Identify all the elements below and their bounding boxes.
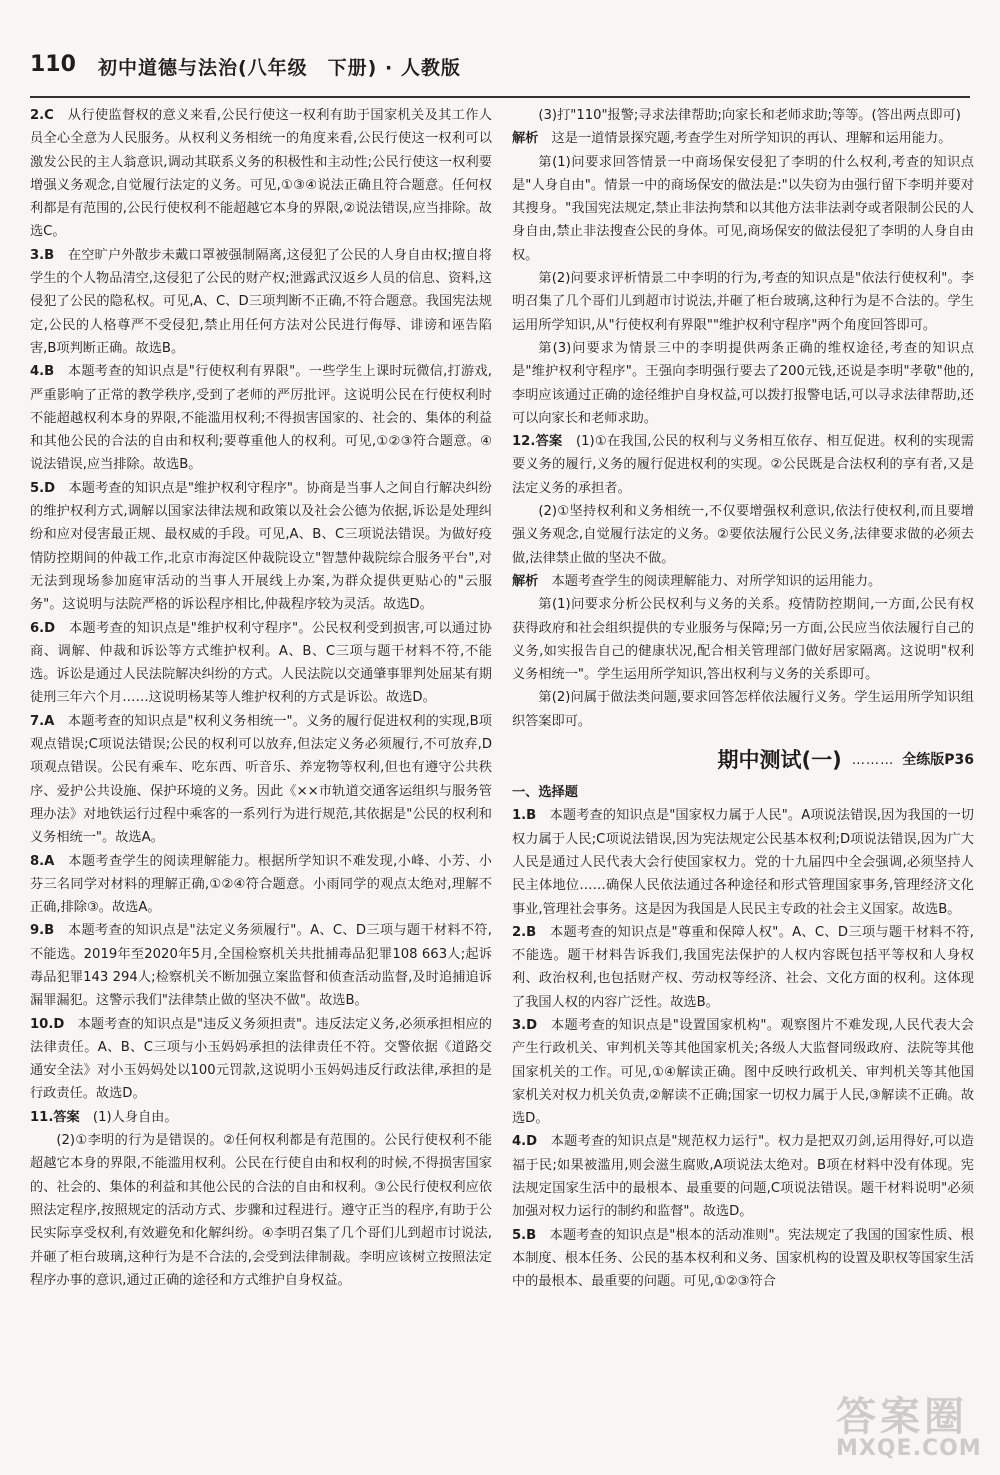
answer-paragraph	[512, 921, 974, 1014]
answer-text: 本题考查学生的阅读理解能力、对所学知识的运用能力。	[538, 573, 882, 589]
answers-continued	[512, 104, 974, 733]
book-title: 初中道德与法治(八年级 下册) · 人教版	[98, 57, 461, 79]
answer-paragraph	[30, 850, 492, 920]
answer-paragraph	[512, 1224, 974, 1294]
question-number: 7.A	[30, 713, 55, 729]
answer-paragraph	[512, 267, 974, 337]
answer-text: 在空旷户外散步未戴口罩被强制隔离,这侵犯了公民的人身自由权;擅自将学生的个人物品清空,这侵犯了公民的财产权;泄露武汉返乡人员的信息、资料,这侵犯了公民的隐私权。可见,A、C、D三项判断不正确,不符合题意。我国宪法规定,公民的人格尊严不受侵犯,禁止用任何方法对公民进行侮辱、诽谤和诬告陷害,B项判断正确。故选B。	[30, 247, 492, 356]
page-number: 110	[30, 52, 76, 77]
answer-paragraph	[30, 1013, 492, 1106]
answer-paragraph	[512, 430, 974, 500]
answer-paragraph	[512, 570, 974, 593]
answer-paragraph	[30, 710, 492, 850]
question-number: 3.D	[512, 1017, 538, 1033]
answer-text: 本题考查的知识点是"规范权力运行"。权力是把双刃剑,运用得好,可以造福于民;如果被滥用,则会滋生腐败,A项说法太绝对。B项在材料中没有体现。宪法规定国家生活中的最根本、最重要的问题,C项说法错误。题干材料说明"必须加强对权力运行的制约和监督"。故选D。	[512, 1134, 974, 1220]
answer-text: (1)人身自由。	[79, 1109, 178, 1125]
answer-paragraph	[512, 104, 974, 127]
question-number: 11.答案	[30, 1109, 80, 1125]
answer-text: 这是一道情景探究题,考查学生对所学知识的再认、理解和运用能力。	[538, 131, 952, 147]
answer-paragraph	[512, 593, 974, 686]
question-number: 2.C	[30, 108, 54, 123]
answer-paragraph	[512, 127, 974, 150]
answer-paragraph	[30, 477, 492, 617]
answer-text: 本题考查的知识点是"国家权力属于人民"。A项说法错误,因为我国的一切权力属于人民;C项说法错误,因为宪法规定公民基本权利;D项说法错误,因为广大人民是通过人民代表大会行使国家权力。党的十九届四中全会强调,必须坚持人民主体地位……确保人民依法通过各种途径和形式管理国家事务,管理经济文化事业,管理社会事务。这是因为我国是人民民主专政的社会主义国家。故选B。	[512, 808, 974, 917]
answer-paragraph	[30, 1106, 492, 1129]
answer-text: (3)打"110"报警;寻求法律帮助;向家长和老师求助;等等。(答出两点即可)	[538, 108, 961, 123]
answer-paragraph	[512, 1130, 974, 1223]
answer-text: 第(1)问要求分析公民权利与义务的关系。疫情防控期间,一方面,公民有权获得政府和社会组织提供的专业服务与保障;另一方面,公民应当依法履行自己的义务,如实报告自己的健康状况,配合相关管理部门做好居家隔离。这说明"权利义务相统一"。学生运用所学知识,答出权利与义务的关系即可。	[512, 597, 974, 683]
answer-text: 本题考查的知识点是"维护权利守程序"。公民权利受到损害,可以通过协商、调解、仲裁和诉讼等方式维护权利。A、B、C三项与题干材料不符,不能选。诉讼是通过人民法院解决纠纷的方式。人民法院以交通肇事罪判处屈某有期徒刑三年六个月……这说明杨某等人维护权利的方式是诉讼。故选D。	[30, 620, 492, 706]
answer-paragraph	[512, 337, 974, 430]
answer-paragraph	[30, 104, 492, 244]
answer-paragraph	[512, 686, 974, 733]
section-heading	[512, 741, 974, 781]
question-number: 解析	[512, 573, 539, 589]
answer-text: 本题考查的知识点是"行使权利有界限"。一些学生上课时玩微信,打游戏,严重影响了正常的教学秩序,受到了老师的严厉批评。这说明公民在行使权利时不能超越权利本身的界限,不能滥用权利;不得损害国家的、社会的、集体的利益和其他公民的合法的自由和权利;要尊重他人的权利。可见,①②③符合题意。④说法错误,应当排除。故选B。	[30, 364, 492, 473]
answer-paragraph	[512, 804, 974, 920]
watermark-url: MXQE.COM	[836, 1436, 982, 1461]
section-reference: 全练版P36	[902, 752, 974, 769]
question-number: 10.D	[30, 1016, 65, 1032]
answer-text: 第(2)问属于做法类问题,要求回答怎样依法履行义务。学生运用所学知识组织答案即可。	[512, 690, 974, 729]
question-number: 1.B	[512, 808, 537, 824]
answer-paragraph	[512, 151, 974, 267]
answer-text: 本题考查的知识点是"设置国家机构"。观察图片不难发现,人民代表大会产生行政机关、审判机关等其他国家机关;各级人大监督同级政府、法院等其他国家机关的工作。可见,①④解读正确。图中反映行政机关、审判机关等其他国家机关对权力机关负责,②解读不正确;国家一切权力属于人民,③解读不正确。故选D。	[512, 1017, 974, 1127]
answer-text: (1)①在我国,公民的权利与义务相互依存、相互促进。权利的实现需要义务的履行,义务的履行促进权利的实现。②公民既是合法权利的享有者,又是法定义务的承担者。	[512, 434, 974, 496]
answer-text: 第(2)问要求评析情景二中李明的行为,考查的知识点是"依法行使权利"。李明召集了几个哥们儿到超市讨说法,并砸了柜台玻璃,这种行为是不合法的。学生运用所学知识,从"行使权利有界限""维护权利守程序"两个角度回答即可。	[512, 271, 974, 333]
watermark-text: 答案圈	[836, 1394, 968, 1440]
answer-text: 本题考查的知识点是"违反义务须担责"。违反法定义务,必须承担相应的法律责任。A、B、C三项与小玉妈妈承担的法律责任不符。交警依据《道路交通安全法》对小玉妈妈处以100元罚款,这说明小玉妈妈违反行政法律,承担的是行政责任。故选D。	[30, 1016, 492, 1102]
header-rule	[30, 96, 970, 98]
answer-text: 本题考查的知识点是"法定义务须履行"。A、C、D三项与题干材料不符,不能选。2019年至2020年5月,全国检察机关共批捕毒品犯罪108 663人;起诉毒品犯罪143 294人;检察机关不断加强立案监督和侦查活动监督,及时追捕追诉漏罪漏犯。这警示我们"法律禁止做的坚决不做"。故选B。	[30, 923, 492, 1009]
answer-text: 本题考查的知识点是"根本的活动准则"。宪法规定了我国的国家性质、根本制度、根本任务、公民的基本权利和义务、国家机构的设置及职权等国家生活中的最根本、最重要的问题。可见,①②③符合	[512, 1227, 974, 1290]
answer-text: (2)①坚持权利和义务相统一,不仅要增强权利意识,依法行使权利,而且要增强义务观念,自觉履行法定的义务。②要依法履行公民义务,法律要求做的必须去做,法律禁止做的坚决不做。	[512, 504, 974, 566]
question-number: 12.答案	[512, 434, 563, 450]
question-number: 6.D	[30, 620, 56, 636]
choice-answers	[512, 804, 974, 1293]
question-number: 9.B	[30, 923, 55, 939]
question-number: 8.A	[30, 853, 55, 869]
question-number: 5.D	[30, 480, 56, 496]
answer-text: 本题考查的知识点是"权利义务相统一"。义务的履行促进权利的实现,B项观点错误;C项说法错误;公民的权利可以放弃,但法定义务必须履行,不可放弃,D项观点错误。公民有乘车、吃东西、听音乐、养宠物等权利,但也有遵守公共秩序、爱护公共设施、保护环境的义务。因此《××市轨道交通客运组织与服务管理办法》对地铁运行过程中乘客的一系列行为进行规范,其依据是"公民的权利和义务相统一"。故选A。	[30, 713, 492, 846]
question-number: 5.B	[512, 1227, 537, 1243]
question-number: 3.B	[30, 247, 55, 263]
question-number: 2.B	[512, 924, 537, 940]
question-number: 4.B	[30, 364, 55, 380]
page-header	[30, 40, 970, 96]
answer-text: (2)①李明的行为是错误的。②任何权利都是有范围的。公民行使权利不能超越它本身的界限,不能滥用权利。公民在行使自由和权利的时候,不得损害国家的、社会的、集体的利益和其他公民的合法的自由和权利。③公民行使权利应依照法定程序,按照规定的活动方式、步骤和过程进行。遵守正当的程序,有助于公民实际享受权利,有效避免和化解纠纷。④李明召集了几个哥们儿到超市讨说法,并砸了柜台玻璃,这种行为是不合法的,会受到法律制裁。李明应该树立按照法定程序办事的意识,通过正确的途径和方式维护自身权益。	[30, 1133, 492, 1288]
answer-text: 第(1)问要求回答情景一中商场保安侵犯了李明的什么权利,考查的知识点是"人身自由"。情景一中的商场保安的做法是:"以失窃为由强行留下李明并要对其搜身。"我国宪法规定,禁止非法拘禁和以其他方法非法剥夺或者限制公民的人身自由,禁止非法搜查公民的身体。可见,商场保安的做法侵犯了李明的人身自由权。	[512, 154, 974, 263]
answer-text: 本题考查的知识点是"尊重和保障人权"。A、C、D三项与题干材料不符,不能选。题干材料告诉我们,我国宪法保护的人权内容既包括平等权和人身权利、政治权利,也包括财产权、劳动权等经济、社会、文化方面的权利。这体现了我国人权的内容广泛性。故选B。	[512, 924, 974, 1010]
answer-text: 本题考查学生的阅读理解能力。根据所学知识不难发现,小峰、小芳、小芬三名同学对材料的理解正确,①②④符合题意。小雨同学的观点太绝对,理解不正确,排除③。故选A。	[30, 853, 492, 916]
answer-paragraph	[512, 500, 974, 570]
answer-paragraph	[512, 1014, 974, 1130]
answer-text: 本题考查的知识点是"维护权利守程序"。协商是当事人之间自行解决纠纷的维护权利方式,调解以国家法律法规和政策以及社会公德为依据,诉讼是处理纠纷和应对侵害最正规、最权威的手段。可见,A、B、C三项说法错误。为做好疫情防控期间的仲裁工作,北京市海淀区仲裁院设立"智慧仲裁院综合服务平台",对无法到现场参加庭审活动的当事人开展线上办案,为群众提供更贴心的"云服务"。这说明与法院严格的诉讼程序相比,仲裁程序较为灵活。故选D。	[30, 480, 492, 613]
answer-paragraph	[30, 617, 492, 710]
question-number: 4.D	[512, 1134, 538, 1150]
answer-paragraph	[30, 1129, 492, 1292]
right-column	[512, 104, 974, 1294]
section-dots: ………	[851, 753, 895, 769]
answer-paragraph	[30, 244, 492, 360]
question-number: 解析	[512, 131, 539, 147]
answer-text: 第(3)问要求为情景三中的李明提供两条正确的维权途径,考查的知识点是"维护权利守程序"。王强向李明强行要去了200元钱,还说是李明"孝敬"他的,李明应该通过正确的途径维护自身权益,可以拨打报警电话,可以寻求法律帮助,还可以向家长和老师求助。	[512, 340, 974, 426]
sub-heading: 一、选择题	[512, 785, 578, 801]
answer-paragraph	[30, 919, 492, 1012]
answer-text: 从行使监督权的意义来看,公民行使这一权利有助于国家机关及其工作人员全心全意为人民服务。从权利义务相统一的角度来看,公民行使这一权利可以激发公民的主人翁意识,调动其联系义务的积极性和主动性;公民行使这一权利要增强义务观念,自觉履行法定的义务。可见,①③④说法正确且符合题意。任何权利都是有范围的,公民行使权利不能超越它本身的界限,②说法错误,应当排除。故选C。	[30, 108, 492, 240]
watermark-logo	[836, 1385, 986, 1465]
left-column	[30, 104, 492, 1292]
answer-paragraph	[30, 360, 492, 476]
section-title: 期中测试(一)	[717, 748, 842, 773]
